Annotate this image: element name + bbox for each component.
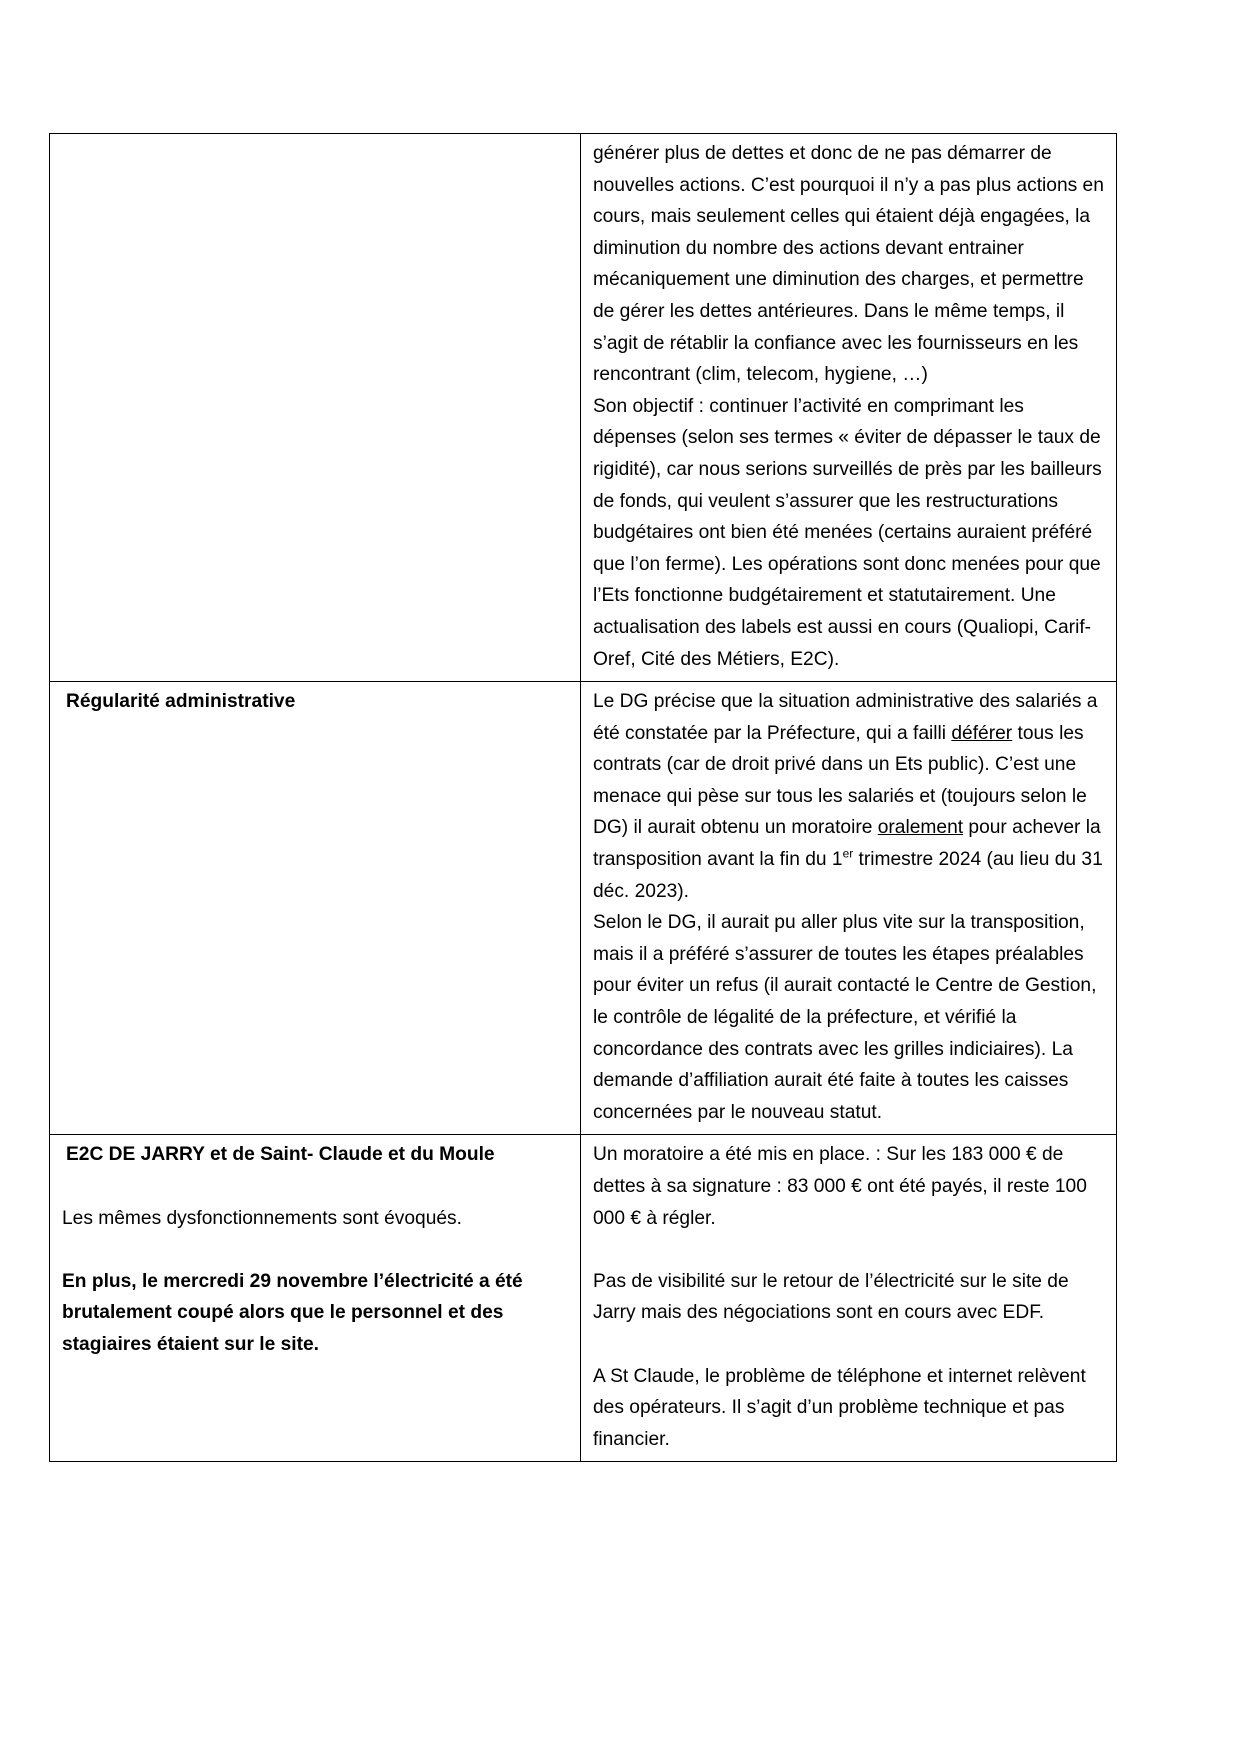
spacer	[62, 1171, 570, 1203]
row-continuation-left-cell	[50, 134, 581, 682]
paragraph: générer plus de dettes et donc de ne pas démarrer de nouvelles actions. C’est pourquoi il n’y a pas plus actions en cours, mais seulement celles qui étaient déjà engagées, la diminution du nombre des actions devant entrainer mécaniquement une diminution des charges, et permettre de gérer les dettes antérieures. Dans le même temps, il s’agit de rétablir la confiance avec les fournisseurs en les rencontrant (clim, telecom, hygiene, …)	[593, 143, 1104, 386]
paragraph: Un moratoire a été mis en place. : Sur les 183 000 € de dettes à sa signature : 83 000 € ont été payés, il reste 100 000 € à régler.	[593, 1144, 1087, 1229]
table-row	[50, 682, 1117, 1135]
underlined-term-oralement: oralement	[877, 817, 964, 839]
spacer	[593, 1329, 1106, 1361]
paragraph: Selon le DG, il aurait pu aller plus vite sur la transposition, mais il a préféré s’assurer de toutes les étapes préalables pour éviter un refus (il aurait contacté le Centre de Gestion, le contrôle de légalité de la préfecture, et vérifié la concordance des contrats avec les grilles indiciaires). La demande d’affiliation aurait été faite à toutes les caisses concernées par le nouveau statut.	[593, 912, 1097, 1123]
paragraph	[593, 686, 1106, 907]
paragraph: Son objectif : continuer l’activité en comprimant les dépenses (selon ses termes « éviter de dépasser le taux de rigidité), car nous serions surveillés de près par les bailleurs de fonds, qui veulent s’assurer que les restructurations budgétaires ont bien été menées (certains auraient préféré que l’on ferme). Les opérations sont donc menées pour que l’Ets fonctionne budgétairement et statutairement. Une actualisation des labels est aussi en cours (Qualiopi, Carif-Oref, Cité des Métiers, E2C).	[593, 395, 1102, 670]
row-e2c-left-cell	[50, 1135, 581, 1462]
underlined-term-deferer: déférer	[951, 722, 1013, 744]
paragraph-highlighted: En plus, le mercredi 29 novembre l’électricité a été brutalement coupé alors que le personnel et des stagiaires étaient sur le site.	[62, 1270, 523, 1355]
table-row	[50, 134, 1117, 682]
row-regularite-left-cell	[50, 682, 581, 1135]
text-segment: pour achever la transposition avant la fin du 1	[593, 817, 1101, 871]
text-segment: tous les contrats (car de droit privé dans un Ets public). C’est une menace qui pèse sur tous les salariés et (toujours selon le DG) il aurait obtenu un moratoire	[593, 722, 1087, 839]
table-row	[50, 1135, 1117, 1462]
paragraph: Les mêmes dysfonctionnements sont évoqués.	[62, 1207, 462, 1229]
text-segment: trimestre 2024 (au lieu du 31 déc. 2023).	[593, 849, 1103, 902]
paragraph: A St Claude, le problème de téléphone et internet relèvent des opérateurs. Il s’agit d’un problème technique et pas financier.	[593, 1365, 1086, 1450]
text-segment: Le DG précise que la situation administrative des salariés a été constatée par la Préfecture, qui a failli	[593, 691, 1098, 744]
ordinal-superscript: er	[842, 846, 854, 861]
row-e2c-right-cell	[581, 1135, 1117, 1462]
spacer	[62, 1234, 570, 1266]
row-heading: Régularité administrative	[66, 691, 296, 713]
row-heading: E2C DE JARRY et de Saint- Claude et du Moule	[66, 1144, 495, 1166]
row-continuation-right-cell	[581, 134, 1117, 682]
spacer	[593, 1234, 1106, 1266]
paragraph: Pas de visibilité sur le retour de l’électricité sur le site de Jarry mais des négociations sont en cours avec EDF.	[593, 1270, 1069, 1324]
row-regularite-right-cell	[581, 682, 1117, 1135]
minutes-table	[49, 133, 1117, 1462]
